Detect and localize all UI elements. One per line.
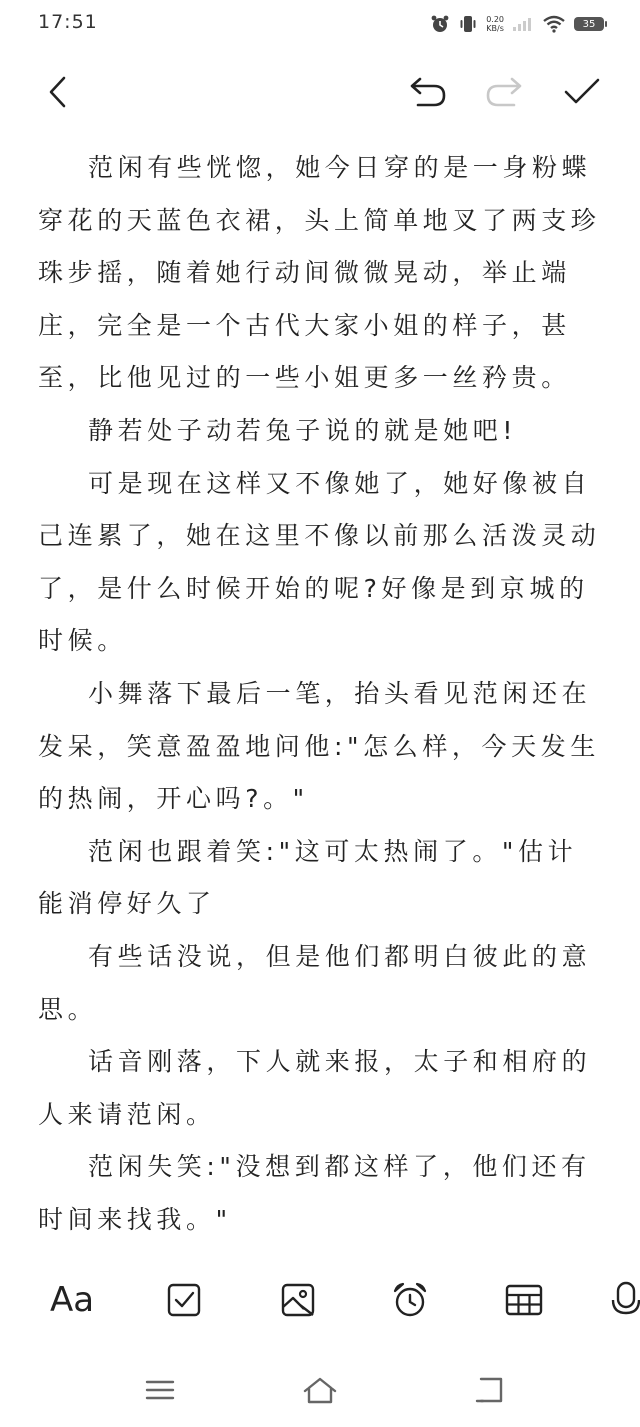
- table-icon: [505, 1283, 543, 1317]
- undo-button[interactable]: [404, 68, 452, 116]
- undo-icon: [408, 75, 448, 109]
- font-style-button[interactable]: [48, 1276, 96, 1324]
- network-speed-unit: KB/s: [486, 24, 504, 33]
- back-button[interactable]: [34, 68, 82, 116]
- insert-image-button[interactable]: [274, 1276, 322, 1324]
- nav-back-button[interactable]: [470, 1370, 510, 1410]
- editor-toolbar: [0, 60, 640, 124]
- battery-indicator: [574, 17, 604, 31]
- battery-level: 35: [582, 18, 596, 30]
- redo-icon: [484, 75, 524, 109]
- wifi-icon: [542, 15, 566, 33]
- check-icon: [563, 77, 601, 107]
- alarm-icon: [430, 14, 450, 34]
- system-nav-bar: [0, 1360, 640, 1420]
- vibrate-icon: [458, 14, 478, 34]
- status-icons: [430, 12, 604, 36]
- back-arrow-icon: [44, 74, 72, 110]
- voice-input-button[interactable]: [606, 1276, 640, 1324]
- format-toolbar: [0, 1240, 640, 1350]
- recent-apps-button[interactable]: [140, 1370, 180, 1410]
- note-paragraph: 静若处子动若兔子说的就是她吧!: [88, 415, 518, 445]
- microphone-icon: [606, 1280, 640, 1320]
- home-icon: [302, 1375, 338, 1405]
- checklist-button[interactable]: [160, 1276, 208, 1324]
- note-paragraph: 范闲有些恍惚，她今日穿的是一身粉蝶穿花的天蓝色衣裙，头上简单地叉了两支珍珠步摇，随着她行动间微微晃动，举止端庄，完全是一个古代大家小姐的样子，甚至，比他见过的一些小姐更多一丝矜贵。: [38, 153, 601, 393]
- note-paragraph: 小舞落下最后一笔，抬头看见范闲还在发呆，笑意盈盈地问他:"怎么样，今天发生的热闹，开心吗?。": [38, 678, 600, 814]
- reminder-button[interactable]: [386, 1276, 434, 1324]
- alarm-clock-icon: [391, 1281, 429, 1319]
- note-paragraph: 话音刚落，下人就来报，太子和相府的人来请范闲。: [38, 1047, 592, 1129]
- return-icon: [473, 1375, 507, 1405]
- network-speed: [486, 15, 504, 33]
- font-style-label: Aa: [49, 1280, 95, 1320]
- status-time: 17:51: [38, 11, 98, 33]
- signal-icon: [512, 16, 534, 32]
- redo-button[interactable]: [480, 68, 528, 116]
- status-bar: [0, 0, 640, 48]
- done-button[interactable]: [558, 68, 606, 116]
- network-speed-value: 0.20: [486, 15, 504, 24]
- insert-table-button[interactable]: [500, 1276, 548, 1324]
- menu-icon: [145, 1378, 175, 1402]
- note-paragraph: 有些话没说，但是他们都明白彼此的意思。: [38, 941, 592, 1024]
- note-paragraph: 可是现在这样又不像她了，她好像被自己连累了，她在这里不像以前那么活泼灵动了，是什么时候开始的呢?好像是到京城的时候。: [38, 468, 601, 656]
- note-content[interactable]: [38, 142, 604, 1242]
- note-paragraph: 范闲失笑:"没想到都这样了，他们还有时间来找我。": [38, 1152, 591, 1234]
- checkbox-icon: [166, 1282, 202, 1318]
- home-button[interactable]: [300, 1370, 340, 1410]
- note-paragraph: 范闲也跟着笑:"这可太热闹了。"估计能消停好久了: [38, 836, 578, 919]
- image-icon: [280, 1282, 316, 1318]
